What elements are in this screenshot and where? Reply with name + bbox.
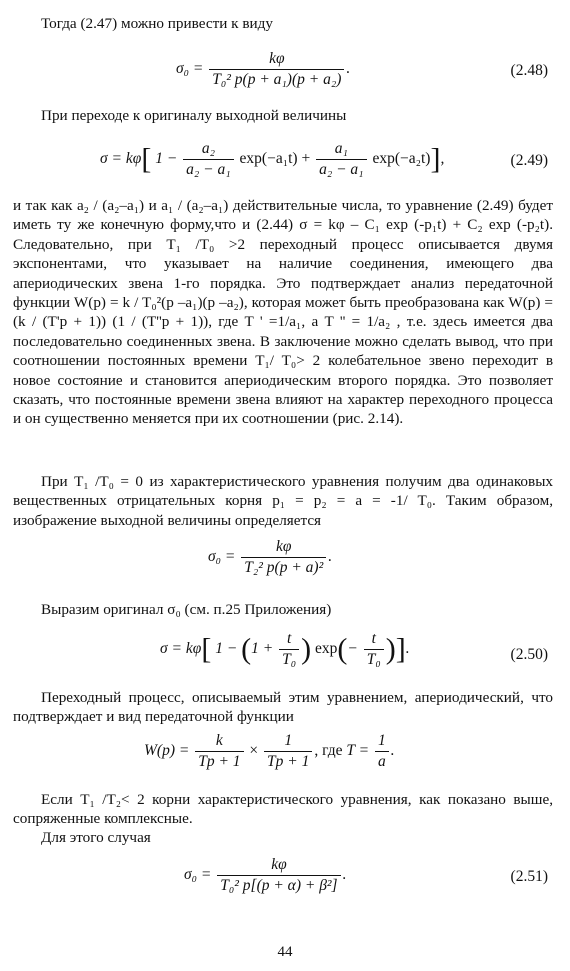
paragraph-intro: Тогда (2.47) можно привести к виду <box>41 15 273 32</box>
equation-number: (2.51) <box>510 868 548 885</box>
equation-2-50: σ = kφ[ 1 − (1 + $\frac{t}{\text{T₀}}$ ) exp(− $\frac{t}{\text{T₀}}$ )]. (2.50) <box>160 630 548 668</box>
paragraph-complex-roots: Если T₁ /T₂< 2 корни характеристического уравнения, как показано выше, сопряженные комплексные. <box>13 791 553 828</box>
page-number: 44 <box>277 944 293 960</box>
paragraph-original: При переходе к оригиналу выходной величины <box>41 107 347 124</box>
paragraph-this-case: Для этого случая <box>41 829 151 846</box>
equation-number: (2.50) <box>510 646 548 663</box>
equation-number: (2.48) <box>510 62 548 79</box>
equation-2-49: σ = kφ[ 1 − $\frac{\text{a₂}}{\text{a₂ − a₁}}$ exp(−a₁t) + $\frac{\text{a₁}}{\text{a₂ − a₁}}$ exp(−a₂t)], (2.49) <box>100 140 548 178</box>
eq-lhs: σ₀ = <box>176 60 204 78</box>
equation-image: σ₀ = $\frac{k\varphi}{\text{T₂² p(p + a)²}}$ . <box>208 538 333 576</box>
paragraph-analysis: и так как a₂ / (a₂–a₁) и a₁ / (a₂–a₁) действительные числа, то уравнение (2.49) будет иметь ту же конечную форму,что и (2.44) σ = kφ – C₁ exp (-p₁t) + C₂ exp (-p₂t). Следовательно, при T₁ /T₀ >2 переходный процесс описывается двумя экспонентами, что указывает на наличие соединения, имеющего два апериодических звена 1-го порядка. Это подтверждает анализ передаточной функции W(p) = k / T₀²(p –a₁)(p –a₂), которая может быть преобразована как W(p) = (k / (T'p + 1)) (1 / (T''p + 1)), где T ' =1/a₁, а T '' = 1/a₂ , т.е. здесь имеется два последовательно соединенных звена. В заключение можно сделать вывод, что при соотношении постоянных времени T₁/ T₀> 2 колебательное звено переходит в новое состояние и становится апериодическим второго порядка. Это позволяет сказать, что постоянные времени звена влияют на характер переходного процесса и он существенно меняется при их соотношении (рис. 2.14). <box>13 197 553 428</box>
equation-number: (2.49) <box>510 152 548 169</box>
equation-transfer-function: W(p) = $\frac{k}{Tp + 1}$ × $\frac{1}{Tp + 1}$ , где T = $\frac{1}{a}$ . <box>144 732 395 770</box>
equation-2-48: σ₀ = $\frac{k\varphi}{\text{T₀² p(p + a₁)(p + a₂)}}$ . (2.48) <box>176 50 548 88</box>
eq-fraction: $\frac{k\varphi}{\text{T₀² p(p + a₁)(p + a₂)}}$ <box>209 50 344 89</box>
paragraph-equal-roots: При T₁ /T₀ = 0 из характеристического уравнения получим два одинаковых вещественных отрицательных корня p₁ = p₂ = a = -1/ T₀. Таким образом, изображение выходной величины определяется <box>13 473 553 529</box>
paragraph-express-original: Выразим оригинал σ₀ (см. п.25 Приложения) <box>41 601 332 618</box>
paragraph-aperiodic: Переходный процесс, описываемый этим уравнением, апериодический, что подтверждает и вид передаточной функции <box>13 689 553 726</box>
equation-2-51: σ₀ = $\frac{k\varphi}{\text{T₀² p[(p + α) + β²]}}$ . (2.51) <box>184 856 548 894</box>
